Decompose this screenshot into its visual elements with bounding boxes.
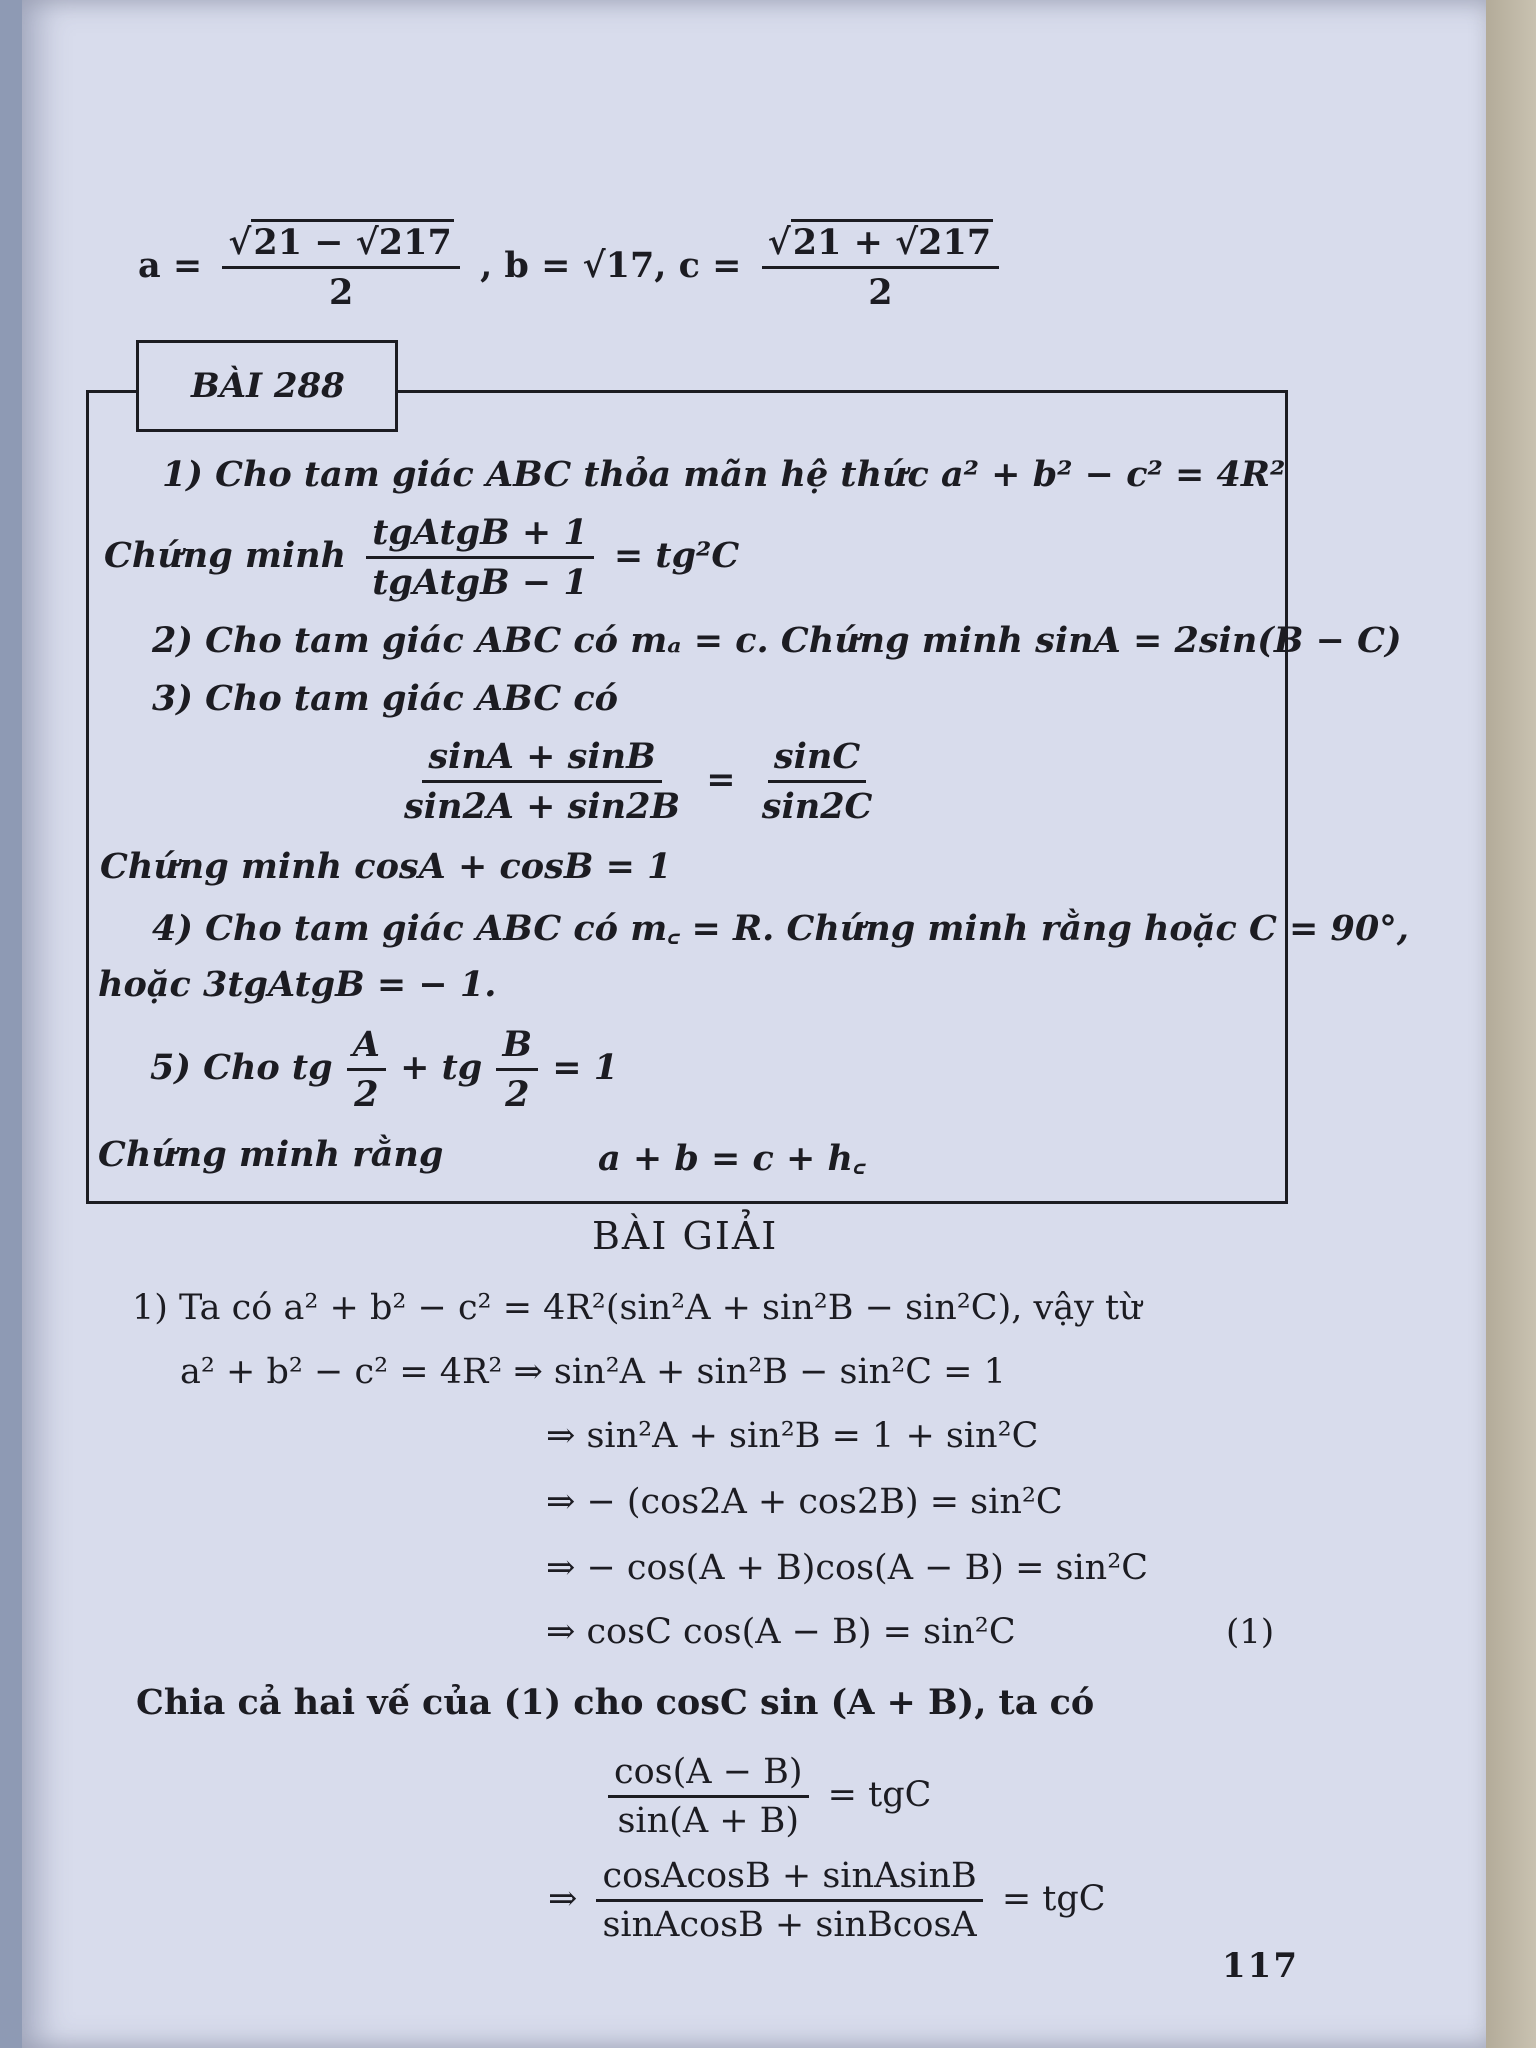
- problem-2: 2) Cho tam giác ABC có mₐ = c. Chứng minh sinA = 2sin(B − C): [152, 620, 1402, 661]
- f2-numerator: cosAcosB + sinAsinB: [596, 1856, 982, 1902]
- cos-sin-fraction: [608, 1752, 809, 1841]
- a-fraction: $\frac{√21 - √217}{2}$: [222, 222, 459, 313]
- problem-5-prove: Chứng minh rằng: [98, 1134, 444, 1175]
- solution-heading: BÀI GIẢI: [592, 1214, 779, 1258]
- problem-1: 1) Cho tam giác ABC thỏa mãn hệ thức a² + b² − c² = 4R²: [162, 454, 1286, 495]
- f2-denominator: sinAcosB + sinBcosA: [602, 1905, 977, 1945]
- top-formula: [138, 222, 1007, 313]
- tg-numerator: tgAtgB + 1: [366, 512, 593, 559]
- solution-line-6: ⇒ cosC cos(A − B) = sin²C: [546, 1612, 1016, 1652]
- problem-3-prove: Chứng minh cosA + cosB = 1: [100, 846, 672, 887]
- solution-line-7: Chia cả hai vế của (1) cho cosC sin (A + B), ta có: [136, 1682, 1095, 1723]
- problem-4: 4) Cho tam giác ABC có m꜀ = R. Chứng minh rằng hoặc C = 90°,: [152, 908, 1409, 949]
- sin-left-numerator: sinA + sinB: [422, 736, 661, 783]
- f1-rhs: = tgC: [827, 1775, 932, 1815]
- sin-right-numerator: sinC: [768, 736, 866, 783]
- solution-line-3: ⇒ sin²A + sin²B = 1 + sin²C: [546, 1416, 1039, 1456]
- c-fraction: $\frac{√21 + √217}{2}$: [762, 222, 999, 313]
- sin-left-denominator: sin2A + sin2B: [404, 786, 681, 827]
- b-part: , b = √17, c =: [480, 245, 742, 286]
- tg-fraction: [366, 512, 593, 603]
- c-denominator: 2: [868, 272, 893, 313]
- p5-a-num: A: [347, 1024, 386, 1071]
- tg-denominator: tgAtgB − 1: [372, 562, 588, 603]
- p5-rhs: = 1: [552, 1047, 619, 1088]
- b-half-fraction: [496, 1024, 538, 1115]
- problem-1-prove: [104, 512, 739, 603]
- a-denominator: 2: [328, 272, 354, 313]
- expanded-fraction: [596, 1856, 982, 1945]
- desk-background-right: [1486, 0, 1536, 2048]
- p5-start: 5) Cho tg: [150, 1047, 333, 1088]
- solution-line-4: ⇒ − (cos2A + cos2B) = sin²C: [546, 1482, 1063, 1522]
- f2-rhs: = tgC: [1001, 1879, 1106, 1919]
- f1-numerator: cos(A − B): [608, 1752, 809, 1798]
- problem-3: 3) Cho tam giác ABC có: [152, 678, 619, 719]
- sin-fraction-right: [756, 736, 879, 827]
- problem-title: BÀI 288: [136, 340, 398, 432]
- solution-line-2: a² + b² − c² = 4R² ⇒ sin²A + sin²B − sin²C = 1: [180, 1352, 1006, 1392]
- sin-fraction-left: [398, 736, 686, 827]
- p5-plus: + tg: [400, 1047, 483, 1088]
- p5-b-num: B: [496, 1024, 538, 1071]
- a-numerator: 21 − √217: [251, 219, 453, 263]
- a-label: a =: [138, 245, 203, 286]
- solution-fraction-2: [548, 1856, 1106, 1945]
- problem-5-equation: a + b = c + h꜀: [598, 1138, 866, 1179]
- f2-arrow: ⇒: [548, 1879, 578, 1919]
- f1-denominator: sin(A + B): [617, 1801, 800, 1841]
- tg-rhs: = tg²C: [613, 535, 740, 576]
- problem-5: [150, 1024, 618, 1115]
- equation-reference: (1): [1226, 1612, 1275, 1652]
- problem-3-equation: [390, 736, 886, 827]
- a-half-fraction: [347, 1024, 386, 1115]
- solution-line-5: ⇒ − cos(A + B)cos(A − B) = sin²C: [546, 1548, 1149, 1588]
- solution-line-1: 1) Ta có a² + b² − c² = 4R²(sin²A + sin²B − sin²C), vậy từ: [132, 1288, 1142, 1328]
- solution-fraction-1: [600, 1752, 931, 1841]
- sin-right-denominator: sin2C: [761, 786, 873, 827]
- sin-equals: =: [706, 759, 736, 800]
- problem-4-continued: hoặc 3tgAtgB = − 1.: [98, 964, 497, 1005]
- c-numerator: 21 + √217: [791, 219, 993, 263]
- p5-a-den: 2: [354, 1074, 379, 1115]
- p5-b-den: 2: [505, 1074, 530, 1115]
- prove-label: Chứng minh: [104, 535, 347, 576]
- page-number: 117: [1222, 1946, 1299, 1986]
